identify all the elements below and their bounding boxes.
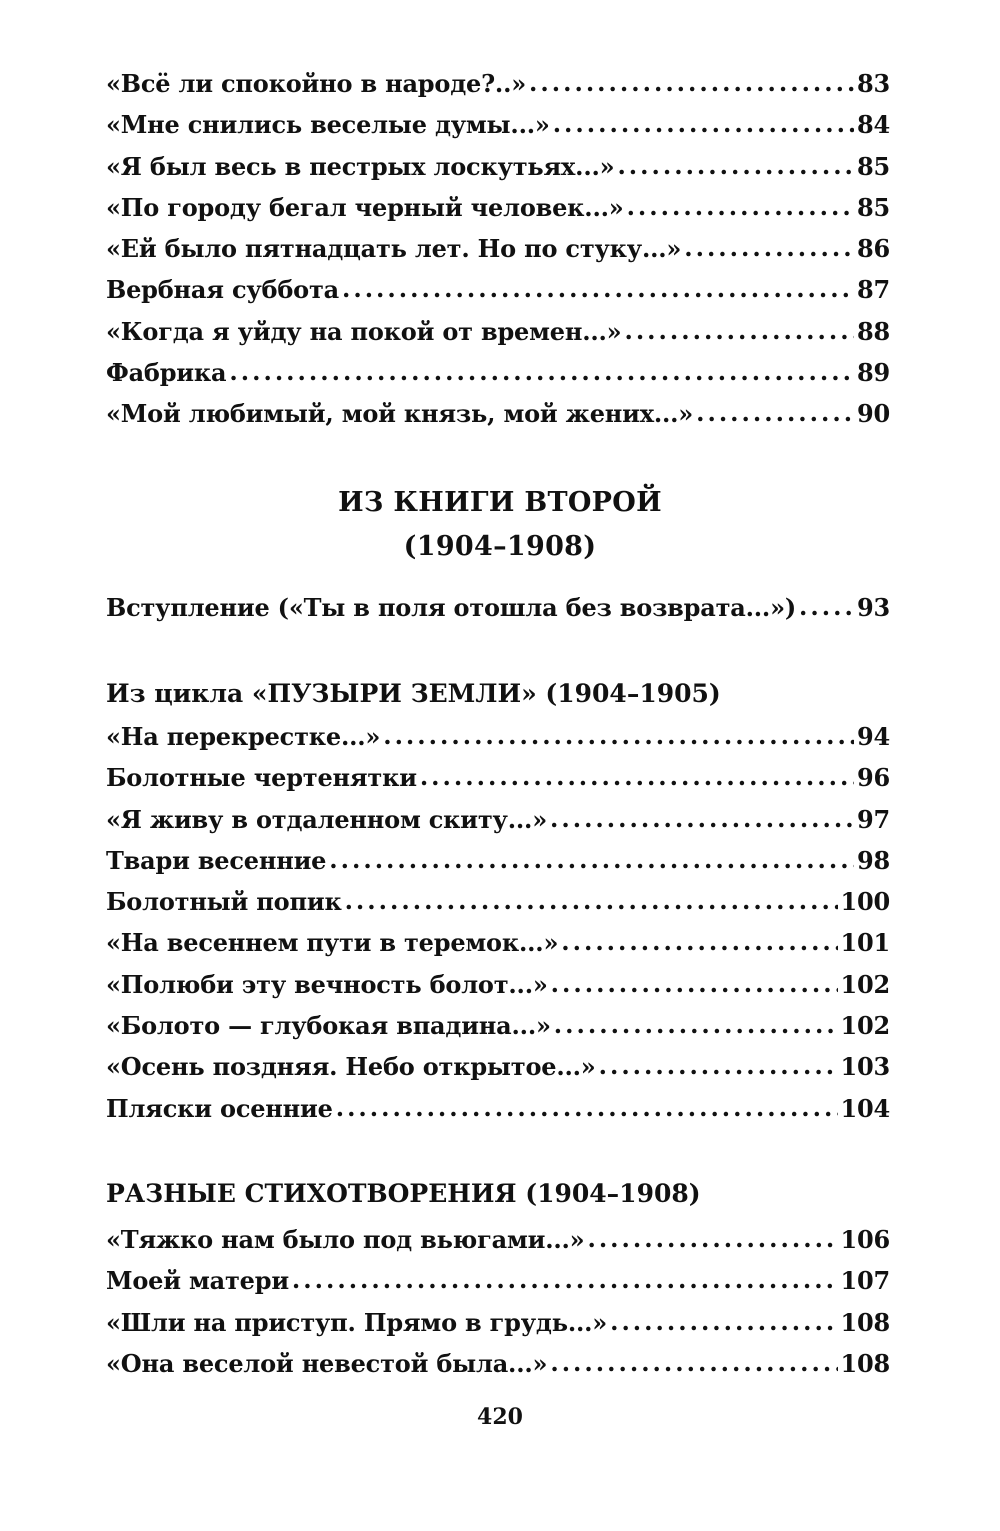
- toc-entry-title: Моей матери: [106, 1266, 289, 1296]
- toc-dot-leader: [624, 316, 854, 345]
- toc-dot-leader: [551, 969, 838, 998]
- toc-entry-page: 108: [840, 1307, 890, 1337]
- toc-dot-leader: [627, 192, 854, 221]
- toc-entry-page: 108: [840, 1348, 890, 1378]
- toc-entry-title: Пляски осенние: [106, 1093, 333, 1123]
- toc-entry: [106, 928, 890, 969]
- toc-entry-title: «Я живу в отдаленном скиту...»: [106, 804, 547, 834]
- toc-dot-leader: [799, 592, 854, 621]
- toc-entry: [106, 722, 890, 763]
- toc-dot-leader: [561, 927, 837, 956]
- toc-dot-leader: [420, 762, 854, 791]
- toc-entry: [106, 358, 890, 399]
- toc-dot-leader: [292, 1265, 838, 1294]
- toc-entry: [106, 970, 890, 1011]
- toc-entry: [106, 1011, 890, 1052]
- toc-entry: [106, 593, 890, 634]
- toc-intro: [106, 593, 890, 634]
- toc-dot-leader: [336, 1093, 838, 1122]
- toc-dot-leader: [550, 804, 854, 833]
- book-heading: [0, 481, 1000, 569]
- toc-entry: [106, 1094, 890, 1135]
- toc-entry-page: 93: [857, 593, 890, 622]
- toc-entry: [106, 110, 890, 151]
- toc-entry-page: 94: [857, 722, 890, 751]
- toc-entry-title: «На весеннем пути в теремок...»: [106, 928, 559, 958]
- toc-entry: [106, 399, 890, 440]
- toc-dot-leader: [599, 1051, 838, 1080]
- toc-entry-title: «Всё ли спокойно в народе?..»: [106, 69, 527, 98]
- toc-entry: [106, 1266, 890, 1307]
- toc-entry: [106, 234, 890, 275]
- toc-entry-title: «Я был весь в пестрых лоскутьях...»: [106, 151, 615, 181]
- toc-dot-leader: [587, 1224, 837, 1253]
- toc-entry: [106, 1349, 890, 1390]
- toc-entry-title: Болотные чертенятки: [106, 763, 417, 793]
- toc-entry-page: 102: [840, 1011, 890, 1041]
- toc-entry-page: 90: [857, 399, 890, 429]
- toc-entry-title: «Полюби эту вечность болот...»: [106, 969, 548, 999]
- toc-entry: [106, 846, 890, 887]
- toc-entry-title: Вступление («Ты в поля отошла без возврата...»): [106, 593, 797, 622]
- toc-entry: [106, 805, 890, 846]
- toc-entry: [106, 763, 890, 804]
- toc-entry: [106, 1225, 890, 1266]
- toc-entry-page: 85: [857, 151, 890, 181]
- toc-entry-page: 83: [857, 69, 890, 98]
- toc-entry-title: «Осень поздняя. Небо открытое...»: [106, 1052, 596, 1082]
- toc-entry-page: 85: [857, 192, 890, 222]
- toc-entry-page: 102: [840, 969, 890, 999]
- toc-entry-title: «Ей было пятнадцать лет. Но по стуку...»: [106, 234, 682, 264]
- toc-dot-leader: [554, 1010, 838, 1039]
- toc-entry-page: 84: [857, 110, 890, 140]
- toc-entry-page: 100: [840, 887, 890, 917]
- toc-entry: [106, 152, 890, 193]
- toc-entry-page: 88: [857, 316, 890, 346]
- toc-entry-title: «По городу бегал черный человек...»: [106, 192, 624, 222]
- book-heading-title: ИЗ КНИГИ ВТОРОЙ: [338, 487, 662, 518]
- toc-entry-title: «Мой любимый, мой князь, мой жених...»: [106, 399, 694, 429]
- toc-entry-title: «Она веселой невестой была...»: [106, 1348, 548, 1378]
- toc-entry: [106, 317, 890, 358]
- toc-entry-title: Вербная суббота: [106, 275, 339, 305]
- toc-dot-leader: [610, 1307, 837, 1336]
- toc-entry: [106, 193, 890, 234]
- toc-entry: [106, 275, 890, 316]
- toc-entry-title: Фабрика: [106, 358, 227, 388]
- toc-entry-title: «Шли на приступ. Прямо в грудь...»: [106, 1307, 608, 1337]
- toc-cycle: [106, 722, 890, 1135]
- toc-entry-title: «На перекрестке...»: [106, 722, 381, 751]
- toc-entry-page: 89: [857, 358, 890, 388]
- toc-dot-leader: [342, 274, 854, 303]
- toc-entry-page: 103: [840, 1052, 890, 1082]
- toc-dot-leader: [550, 1348, 837, 1377]
- toc-dot-leader: [684, 233, 854, 262]
- toc-entry-page: 104: [840, 1093, 890, 1123]
- toc-entry: [106, 69, 890, 110]
- toc-entry-page: 96: [857, 763, 890, 793]
- toc-entry-page: 97: [857, 804, 890, 834]
- toc-entry-title: Болотный попик: [106, 887, 342, 917]
- toc-entry-title: «Мне снились веселые думы...»: [106, 110, 550, 140]
- cycle-heading: Из цикла «ПУЗЫРИ ЗЕМЛИ» (1904–1905): [106, 679, 721, 708]
- toc-entry-page: 101: [840, 928, 890, 958]
- toc-dot-leader: [229, 357, 854, 386]
- book-heading-years: (1904–1908): [403, 531, 597, 562]
- toc-entry-page: 86: [857, 234, 890, 264]
- toc-dot-leader: [529, 68, 854, 97]
- toc-entry-title: «Болото — глубокая впадина...»: [106, 1011, 551, 1041]
- toc-various: [106, 1225, 890, 1390]
- toc-entry: [106, 1308, 890, 1349]
- toc-entry-title: «Когда я уйду на покой от времен...»: [106, 316, 622, 346]
- toc-dot-leader: [345, 886, 838, 915]
- toc-dot-leader: [696, 398, 854, 427]
- various-heading: РАЗНЫЕ СТИХОТВОРЕНИЯ (1904–1908): [106, 1179, 701, 1208]
- toc-dot-leader: [329, 845, 854, 874]
- toc-dot-leader: [553, 109, 854, 138]
- toc-entry: [106, 1052, 890, 1093]
- toc-entry-title: «Тяжко нам было под вьюгами...»: [106, 1225, 585, 1254]
- toc-entry-page: 106: [840, 1225, 890, 1254]
- toc-entry-page: 98: [857, 845, 890, 875]
- toc-entry-title: Твари весенние: [106, 845, 327, 875]
- toc-entry: [106, 887, 890, 928]
- toc-dot-leader: [383, 721, 854, 750]
- toc-entry-page: 87: [857, 275, 890, 305]
- page-number: 420: [477, 1404, 523, 1430]
- toc-entry-page: 107: [840, 1266, 890, 1296]
- toc-section-1: [106, 69, 890, 441]
- toc-dot-leader: [617, 151, 854, 180]
